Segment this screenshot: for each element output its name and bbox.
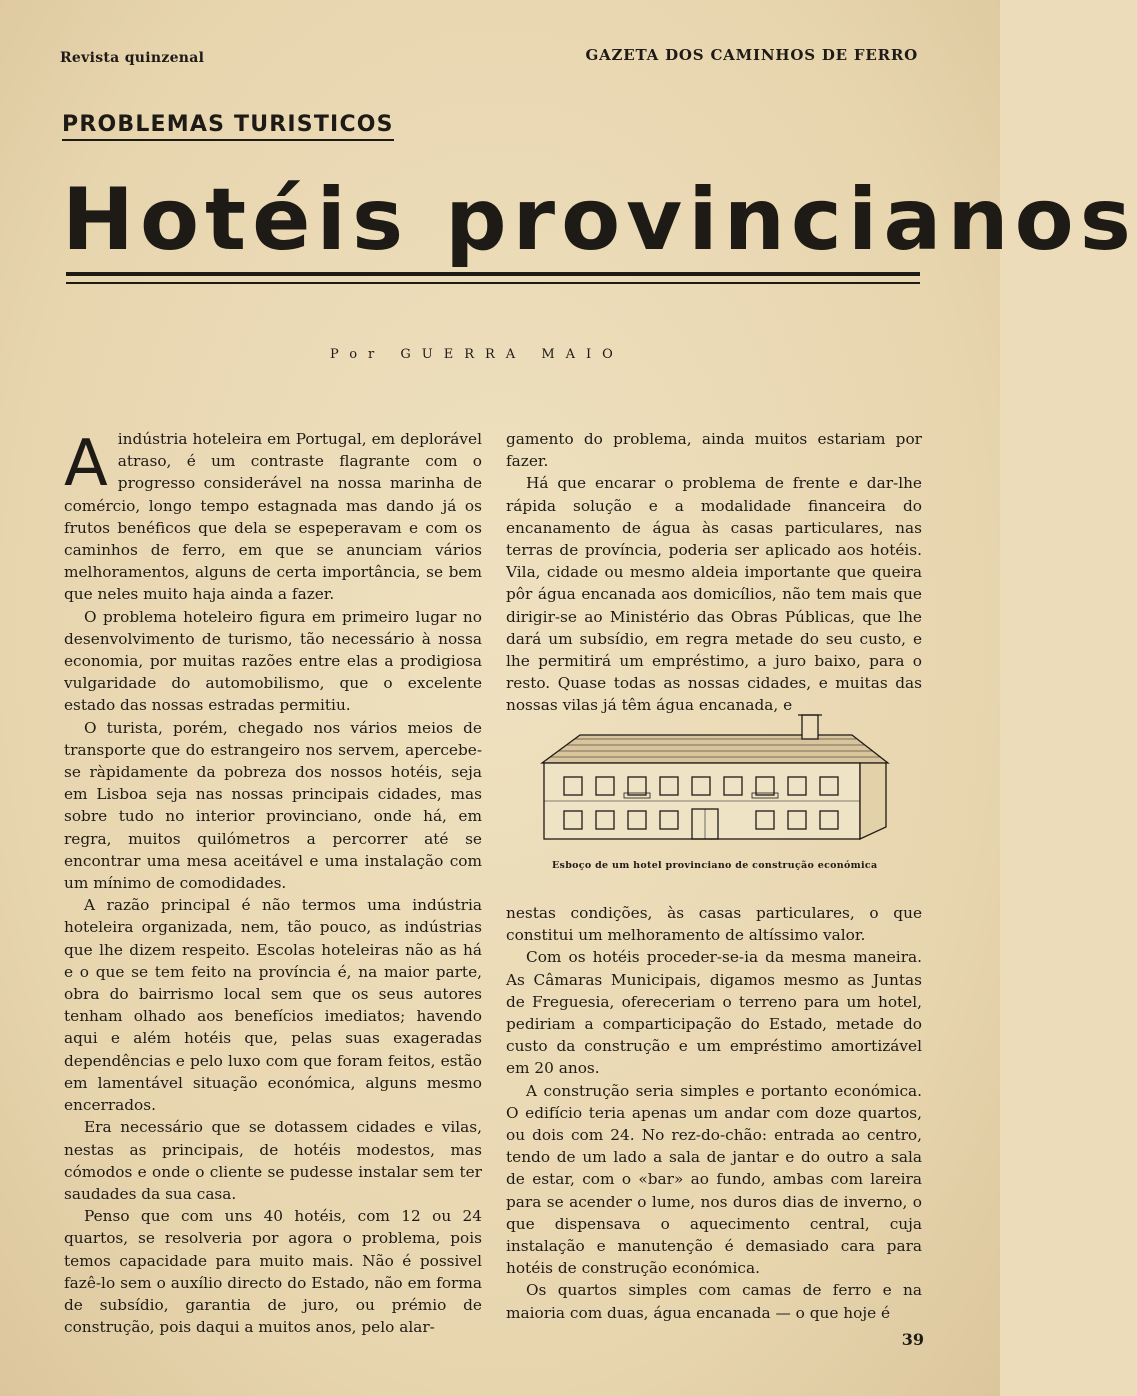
right-column-top [506, 428, 922, 717]
paragraph: Era necessário que se dotassem cidades e vilas, nestas as principais, de hotéis modestos, mas cómodos e onde o cliente se pudesse instalar sem ter saudades da sua casa. [64, 1118, 482, 1203]
right-column-bottom [506, 902, 922, 1324]
drop-cap: A [64, 427, 108, 501]
article-byline: Por GUERRA MAIO [330, 347, 624, 362]
paragraph: Com os hotéis proceder-se-ia da mesma maneira. As Câmaras Municipais, digamos mesmo as Juntas de Freguesia, ofereceriam o terreno para um hotel, pediriam a comparticipação do Estado, metade do custo da construção e um empréstimo amortizável em 20 anos. [506, 948, 922, 1078]
paragraph: A construção seria simples e portanto económica. O edifício teria apenas um andar com doze quartos, ou dois com 24. No rez-do-chão: entrada ao centro, tendo de um lado a sala de jantar e do outro a sala de estar, com o «bar» ao fundo, ambas com lareira para se acender o lume, nos duros dias de inverno, o que dispensava o aquecimento central, cuja instalação e manutenção é demasiado cara para hotéis de construção económica. [506, 1081, 922, 1278]
paragraph [64, 428, 482, 606]
page-number: 39 [901, 1330, 924, 1349]
paragraph: Penso que com uns 40 hotéis, com 12 ou 24 quartos, se resolveria por agora o problema, pois temos capacidade para muito mais. Não é possivel fazê-lo sem o auxílio directo do Estado, não em forma de subsídio, garantia de juro, ou prémio de construção, pois daqui a muitos anos, pelo alar- [64, 1207, 482, 1337]
paragraph: A razão principal é não termos uma indústria hoteleira organizada, nem, tão pouco, as indústrias que lhe dizem respeito. Escolas hoteleiras não as há e o que se tem feito na província é, na maior parte, obra do bairrismo local sem que os seus autores tenham olhado aos benefícios imediatos; havendo aqui e além hotéis que, pelas suas exageradas dependências e pelo luxo com que foram feitos, estão em lamentável situação económica, alguns mesmo encerrados. [64, 896, 482, 1115]
article-title: Hotéis provincianos [62, 170, 1137, 270]
paragraph: gamento do problema, ainda muitos estariam por fazer. [506, 430, 922, 471]
header-magazine-frequency: Revista quinzenal [60, 50, 205, 66]
paragraph-text: indústria hoteleira em Portugal, em deplorável atraso, é um contraste flagrante com o progresso considerável na nossa marinha de comércio, longo tempo estagnada mas dando já os frutos benéficos que dela se espeperavam e com os caminhos de ferro, em que se anunciam vários melhoramentos, alguns de certa importância, se bem que neles muito haja ainda a fazer. [64, 430, 482, 604]
paragraph: Os quartos simples com camas de ferro e na maioria com duas, água encanada — o que hoje é [506, 1281, 922, 1322]
paragraph: O problema hoteleiro figura em primeiro lugar no desenvolvimento de turismo, tão necessário à nossa economia, por muitas razões entre elas a prodigiosa vulgaridade do automobilismo, que o excelente estado das nossas estradas permitiu. [64, 607, 482, 715]
section-heading: PROBLEMAS TURISTICOS [62, 112, 394, 141]
paragraph: Há que encarar o problema de frente e dar-lhe rápida solução e a modalidade financeira do encanamento de água às casas particulares, nas terras de província, poderia ser aplicado aos hotéis. Vila, cidade ou mesmo aldeia importante que queira pôr água encanada aos domicílios, não tem mais que dirigir-se ao Ministério das Obras Públicas, que lhe dará um subsídio, em regra metade do seu custo, e lhe permitirá um empréstimo, a juro baixo, para o resto. Quase todas as nossas cidades, e muitas das nossas vilas já têm água encanada, e [506, 474, 922, 715]
title-rule-thin [66, 282, 920, 284]
paragraph: O turista, porém, chegado nos vários meios de transporte que do estrangeiro nos servem, apercebe-se ràpidamente da pobreza dos nossos hotéis, seja em Lisboa seja nas nossas principais cidades, mas sobre tudo no interior provinciano, onde há, em regra, muitos quilómetros a percorrer até se encontrar uma mesa aceitável e uma instalação com um mínimo de comodidades. [64, 718, 482, 893]
paragraph: nestas condições, às casas particulares, o que constitui um melhoramento de altíssimo valor. [506, 904, 922, 945]
hotel-sketch-illustration [540, 705, 890, 845]
left-column [64, 428, 482, 1338]
title-rule-thick [66, 272, 920, 276]
header-magazine-title: GAZETA DOS CAMINHOS DE FERRO [585, 46, 918, 64]
figure-caption: Esboço de um hotel provinciano de construção económica [552, 860, 878, 871]
